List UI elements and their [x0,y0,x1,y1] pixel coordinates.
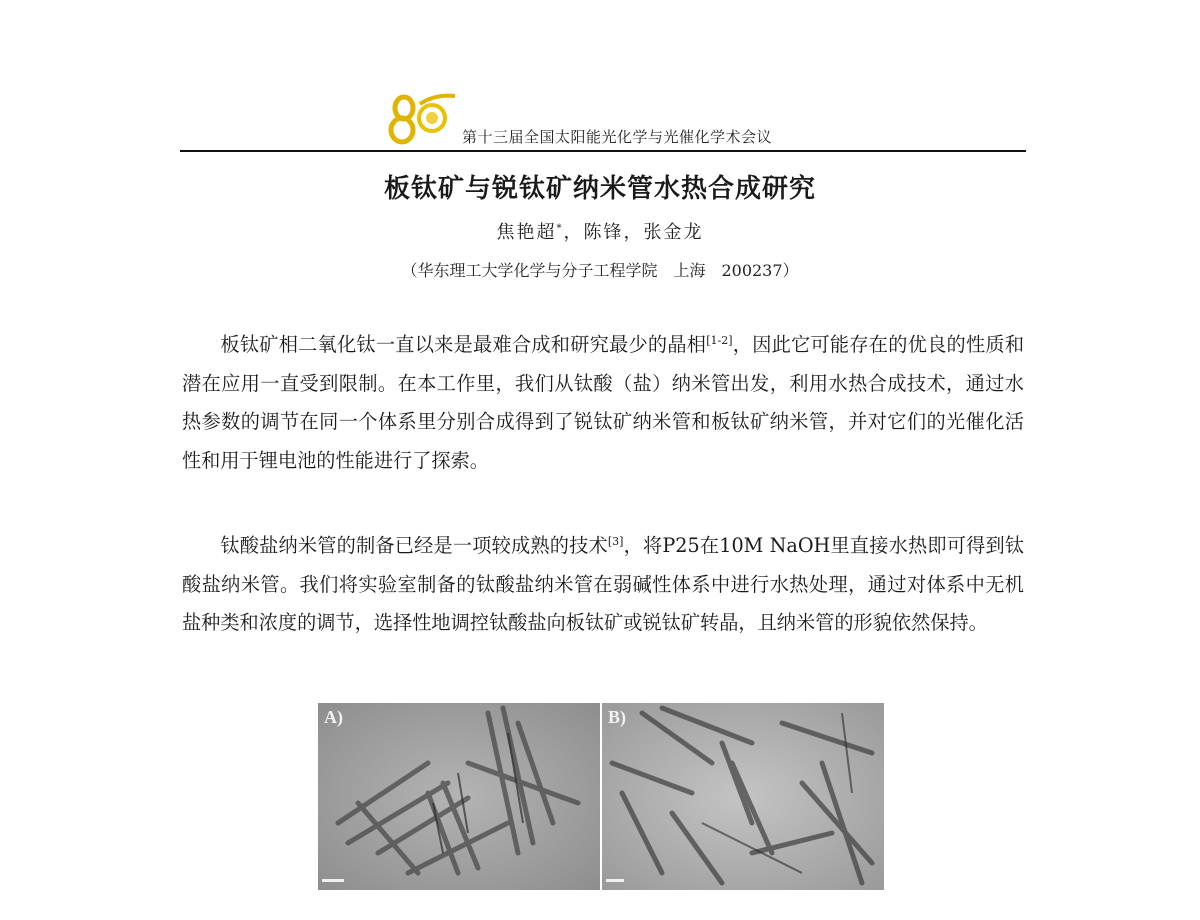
paper-title: 板钛矿与锐钛矿纳米管水热合成研究 [383,174,816,204]
paragraph-1 [182,326,1024,480]
paragraph-2 [182,527,1024,643]
author-list: 焦艳超*，陈锋，张金龙 [496,222,704,243]
panel-a-label: A) [324,707,343,727]
p1-text-a: 板钛矿相二氧化钛一直以来是最难合成和研究最少的晶相 [220,333,707,356]
p1-text-b: ，因此它可能存在的优良的性质和潜在应用一直受到限制。在本工作里，我们从钛酸（盐）纳米管出发，利用水热合成技术，通过水热参数的调节在同一个体系里分别合成得到了锐钛矿纳米管和板钛矿纳米管，并对它们的光催化活性和用于锂电池的性能进行了探索。 [182,333,1025,472]
affiliation: （华东理工大学化学与分子工程学院 上海 200237） [401,261,799,280]
p1-citation: [1-2] [706,334,733,347]
tem-image-panel-a [318,703,600,890]
p2-text-a: 钛酸盐纳米管的制备已经是一项较成熟的技术 [220,534,608,557]
panel-b-label: B) [608,707,626,727]
header-divider [180,150,1026,152]
author-1: 焦艳超 [496,222,557,243]
author-3: 张金龙 [643,222,704,243]
85-anniversary-logo-icon [380,86,460,146]
author-2: 陈锋 [583,222,624,243]
tem-image-panel-b [602,703,884,890]
conference-name: 第十三届全国太阳能光化学与光催化学术会议 [462,128,773,146]
p2-text-b: ，将P25在10M NaOH里直接水热即可得到钛酸盐纳米管。我们将实验室制备的钛酸盐纳米管在弱碱性体系中进行水热处理，通过对体系中无机盐种类和浓度的调节，选择性地调控钛酸盐向板钛矿或锐钛矿转晶，且纳米管的形貌依然保持。 [182,534,1025,634]
p2-citation: [3] [607,535,624,548]
corresponding-mark: * [556,223,564,234]
